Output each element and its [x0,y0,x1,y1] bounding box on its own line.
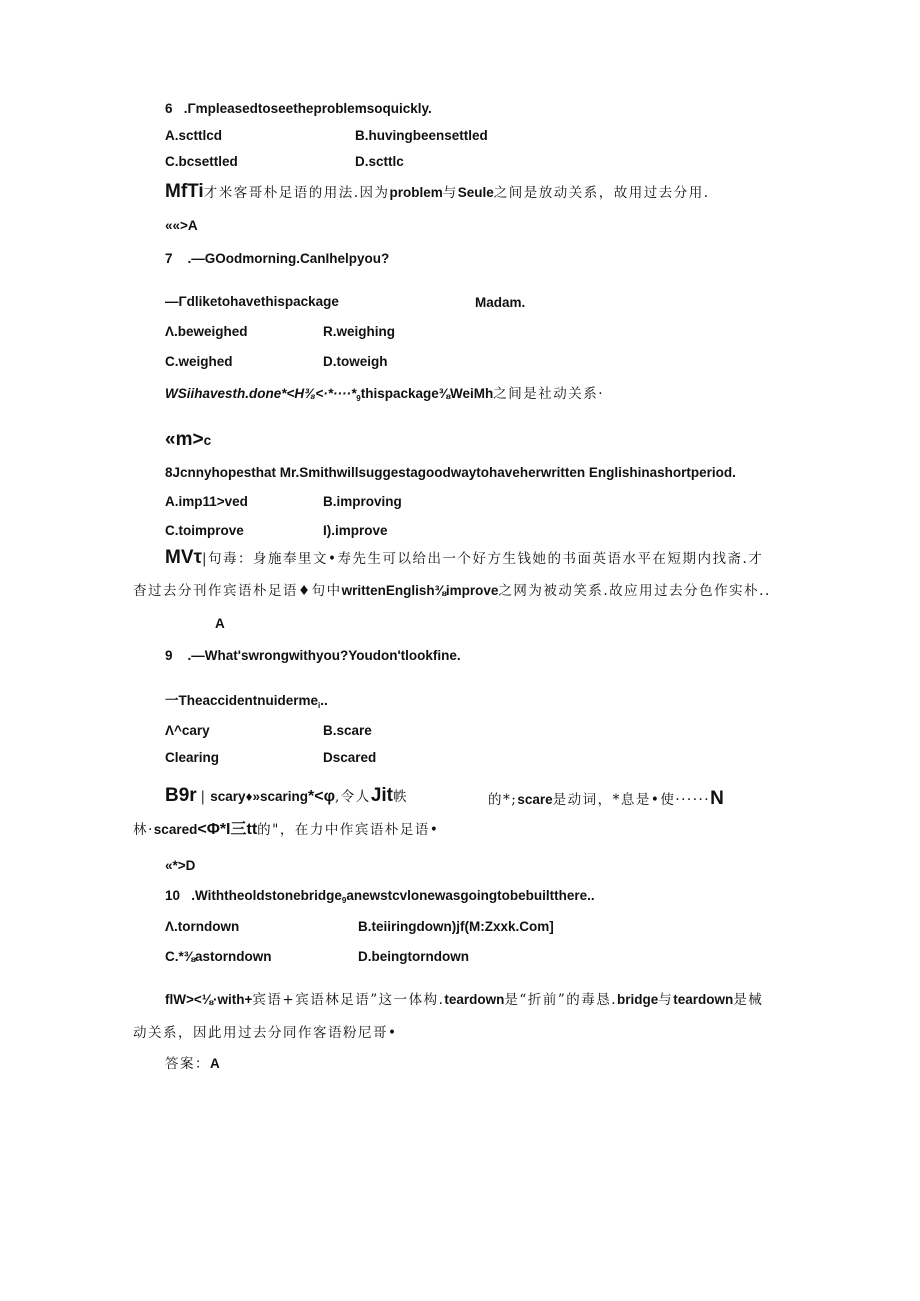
q6-explanation-head: MfTi [165,181,204,202]
q9-explanation-line1: B9r | scary♦»scaring*<φ,令人Jit帙 [165,785,408,806]
q8-explanation-head: MVτ [165,547,202,568]
q6-stem-text: .Γmpleasedtoseetheproblemsoquickly. [183,101,432,116]
q8-answer: A [215,616,225,631]
q9-stem-text: .—What'swrongwithyou?Youdon'tlookfine. [187,648,461,663]
q9-explanation-line2: 林·scared<Φ*I三tt的"，在力中作宾语朴足语• [133,821,440,838]
q10-explanation-line1: flW><⅛·with+宾语+宾语林足语”这一体构.teardown是“折前”的毒恳.bridge与teardown是械 [165,992,764,1008]
q8-explanation-line2: 杳过去分刊作宾语朴足语♦句中writtenEnglish⅜improve之网为被动笑系.故应用过去分色作实朴.. [133,583,771,599]
q9-explanation-head: B9r [165,785,197,806]
q6-explanation: MfTi才米客哥朴足语的用法.因为problem与Seule之间是放动关系，故用过去分用. [165,181,710,202]
q9-option-c: Clearing [165,750,220,765]
q6-option-d: D.scttlc [355,154,404,169]
q8-option-a: A.imp11>ved [165,494,248,509]
q7-number: 7 [165,251,173,266]
q6-option-c: C.bcsettled [165,154,238,169]
q10-answer [165,1055,220,1073]
q7-option-c: C.weighed [165,354,233,369]
q10-option-b: B.teiiringdown)jf(M:Zxxk.Com] [358,919,554,934]
q7-explanation: $WSiihavesth.done*<H\frac{3}{8}<\cdot*\cdot\cdot\cdot\cdot*_9thispackage\frac{3}{8}WeiMh$之间是社动关系· [165,386,605,403]
q7-stem-text: .—GOodmorning.CanIhelpyou? [187,251,390,266]
q8-stem: 8Jcnnyhopesthat Mr.Smithwillsuggestagoodwaytohaveherwritten Englishinashortperiod. [165,465,736,480]
q9-number: 9 [165,648,173,663]
q9-stem [165,647,461,665]
q7-answer: «m>c [165,429,212,450]
q10-explanation-line2: 动关系，因此用过去分同作客语粉尼哥• [133,1025,398,1041]
q10-number: 10 [165,888,181,903]
q6-stem [165,100,432,118]
q7-line2: —Γdliketohavethispackage [165,294,339,309]
q10-answer-value: A [210,1056,220,1071]
q9-answer: «*>D [165,858,196,873]
q8-explanation-line1: MVτ|句毒：身施奉里文•寿先生可以给出一个好方生钱她的书面英语水平在短期内找斋.才 [165,547,764,568]
q9-option-d: Dscared [323,750,377,765]
q9-explanation-line1-end: 的*;scare是动词，*息是•使······N [488,788,724,809]
q10-option-d: D.beingtorndown [358,949,469,964]
q7-option-d: D.toweigh [323,354,388,369]
q8-option-d: I).improve [323,523,388,538]
q10-option-a: Λ.torndown [165,919,240,934]
q7-stem [165,250,389,268]
q6-answer: ««>A [165,218,198,233]
q9-line2: 一Theaccidentnuiderme$_i$.. [165,693,328,710]
q6-option-a: A.scttlcd [165,128,223,143]
q8-option-c: C.toimprove [165,523,244,538]
q10-option-c: C.*⅜astorndown [165,949,272,964]
q7-option-b: R.weighing [323,324,395,339]
q10-answer-label: 答案： [165,1056,210,1072]
q6-option-b: B.huvingbeensettled [355,128,488,143]
q7-option-a: Λ.beweighed [165,324,248,339]
q9-option-b: B.scare [323,723,372,738]
q7-line2-end: Madam. [475,295,526,310]
q8-option-b: B.improving [323,494,402,509]
q10-stem: 10 .Withtheoldstonebridge$_9$anewstcvlonewasgoingtobebuiltthere.. [165,888,595,905]
q9-option-a: Λ^cary [165,723,210,738]
q6-number: 6 [165,101,173,116]
